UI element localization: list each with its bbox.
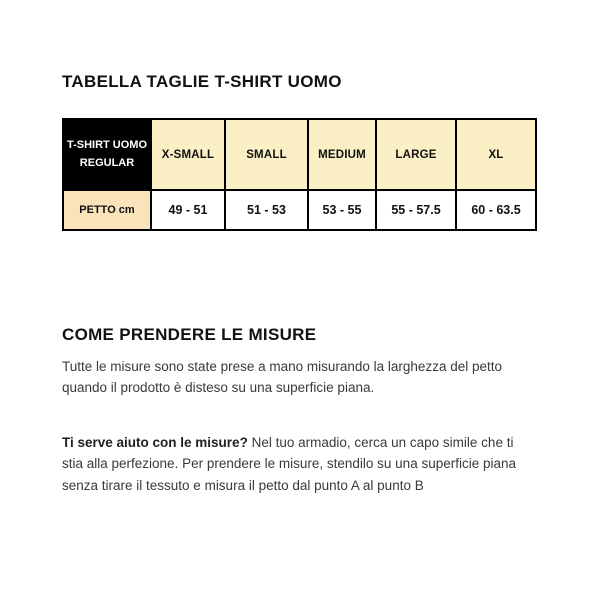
row-label-petto: PETTO cm [63, 190, 151, 230]
size-header-xl: XL [456, 119, 536, 190]
petto-value-xsmall: 49 - 51 [151, 190, 225, 230]
page-title: TABELLA TAGLIE T-SHIRT UOMO [62, 72, 342, 91]
petto-value-small: 51 - 53 [225, 190, 308, 230]
size-header-medium: MEDIUM [308, 119, 376, 190]
measure-help-paragraph [62, 432, 538, 497]
size-table-values-row [63, 190, 536, 230]
table-corner-label: T-SHIRT UOMO REGULAR [63, 119, 151, 190]
size-header-small: SMALL [225, 119, 308, 190]
petto-value-xl: 60 - 63.5 [456, 190, 536, 230]
petto-value-medium: 53 - 55 [308, 190, 376, 230]
size-table-header-row [63, 119, 536, 190]
measure-help-question: Ti serve aiuto con le misure? [62, 434, 248, 450]
size-header-large: LARGE [376, 119, 456, 190]
size-header-xsmall: X-SMALL [151, 119, 225, 190]
measure-help-text: Nel tuo armadio, cerca un capo simile che ti stia alla perfezione. Per prendere le misure, stendilo su una superficie piana senza tirare il tessuto e misura il petto dal punto A al punto B [62, 434, 517, 494]
size-table [62, 118, 537, 231]
petto-value-large: 55 - 57.5 [376, 190, 456, 230]
measure-section-heading: COME PRENDERE LE MISURE [62, 325, 317, 344]
measure-description: Tutte le misure sono state prese a mano misurando la larghezza del petto quando il prodotto è disteso su una superficie piana. [62, 359, 502, 395]
